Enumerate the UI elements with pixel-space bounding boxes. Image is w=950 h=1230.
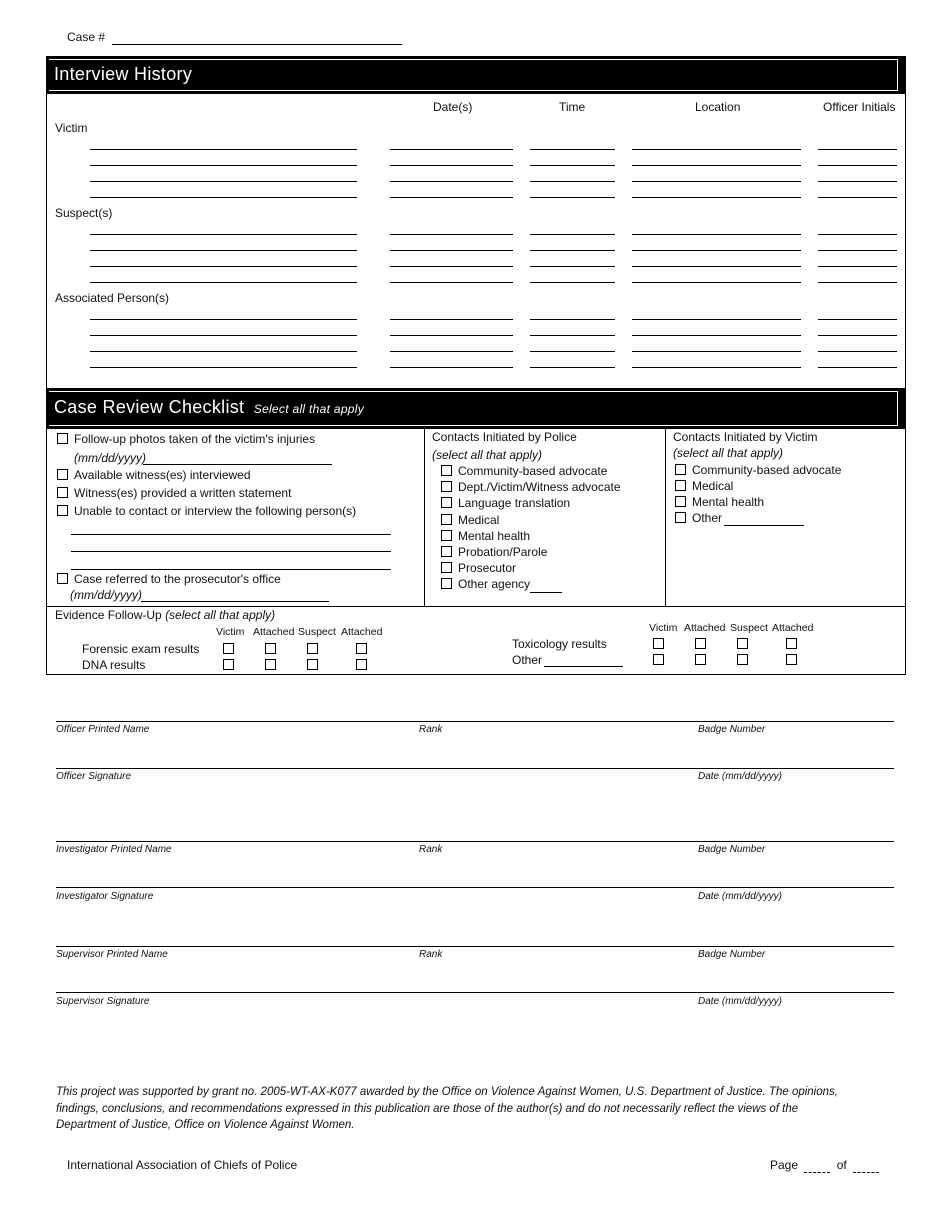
interview-time-field[interactable]: [530, 149, 615, 150]
police-contacts-title: Contacts Initiated by Police: [432, 430, 577, 444]
interview-location-field[interactable]: [632, 197, 801, 198]
interview-time-field[interactable]: [530, 165, 615, 166]
interview-time-field[interactable]: [530, 266, 615, 267]
group-label-associated: Associated Person(s): [55, 291, 170, 305]
evidence-right-checkbox[interactable]: [786, 638, 797, 649]
victim-contact-label: Medical: [692, 479, 734, 493]
interview-name-field[interactable]: [90, 335, 357, 336]
evidence-col-suspect-right: Suspect: [730, 622, 768, 634]
page-total-field[interactable]: [853, 1158, 879, 1173]
investigator-name-label: Investigator Printed Name: [56, 844, 172, 855]
evidence-col-attached-left-1: Attached: [253, 626, 295, 638]
police-contact-label: Language translation: [458, 496, 571, 511]
evidence-col-suspect-left: Suspect: [298, 626, 336, 638]
supervisor-name-label: Supervisor Printed Name: [56, 949, 168, 960]
investigator-badge-label: Badge Number: [698, 844, 766, 855]
officer-badge-label: Badge Number: [698, 724, 766, 735]
evidence-left-checkbox[interactable]: [356, 643, 367, 654]
interview-name-field[interactable]: [90, 319, 357, 320]
police-contact-checkbox[interactable]: [441, 530, 452, 541]
interview-location-field[interactable]: [632, 234, 801, 235]
case-number-field[interactable]: [112, 44, 402, 45]
group-label-victim: Victim: [55, 121, 88, 135]
interview-initials-field[interactable]: [818, 197, 897, 198]
column-header-time: Time: [559, 100, 586, 114]
evidence-col-attached-right-1: Attached: [684, 622, 726, 634]
evidence-right-checkbox[interactable]: [786, 654, 797, 665]
evidence-col-attached-right-2: Attached: [772, 622, 814, 634]
police-contact-checkbox[interactable]: [441, 578, 452, 589]
photos-date-label: (mm/dd/yyyy): [74, 451, 146, 465]
police-contact-checkbox[interactable]: [441, 514, 452, 525]
interview-name-field[interactable]: [90, 234, 357, 235]
interview-date-field[interactable]: [390, 165, 513, 166]
interview-initials-field[interactable]: [818, 282, 897, 283]
police-contact-checkbox[interactable]: [441, 481, 452, 492]
interview-name-field[interactable]: [90, 351, 357, 352]
evidence-subtitle: (select all that apply): [165, 608, 276, 622]
victim-contact-checkbox[interactable]: [675, 496, 686, 507]
victim-contact-checkbox[interactable]: [675, 464, 686, 475]
photos-label: Follow-up photos taken of the victim's injuries: [74, 432, 316, 446]
interview-date-field[interactable]: [390, 181, 513, 182]
interview-history-banner: [46, 56, 906, 94]
evidence-other-label: Other: [512, 653, 543, 667]
supervisor-rank-label: Rank: [419, 949, 443, 960]
victim-contact-label: Mental health: [692, 495, 765, 509]
evidence-right-checkbox[interactable]: [695, 638, 706, 649]
interview-date-field[interactable]: [390, 266, 513, 267]
interview-location-field[interactable]: [632, 351, 801, 352]
evidence-right-checkbox[interactable]: [737, 654, 748, 665]
column-header-location: Location: [695, 100, 741, 114]
interview-name-field[interactable]: [90, 149, 357, 150]
police-contact-label: Other agency: [458, 577, 531, 592]
interview-location-field[interactable]: [632, 367, 801, 368]
interview-date-field[interactable]: [390, 250, 513, 251]
evidence-col-attached-left-2: Attached: [341, 626, 383, 638]
evidence-col-victim-right: Victim: [649, 622, 678, 634]
photos-checkbox[interactable]: [57, 433, 68, 444]
witnesses-label: Available witness(es) interviewed: [74, 468, 251, 482]
unable-person-line-3[interactable]: [71, 569, 391, 570]
interview-initials-field[interactable]: [818, 149, 897, 150]
interview-initials-field[interactable]: [818, 250, 897, 251]
supervisor-date-label: Date (mm/dd/yyyy): [698, 996, 782, 1007]
unable-person-line-2[interactable]: [71, 551, 391, 552]
interview-date-field[interactable]: [390, 335, 513, 336]
interview-time-field[interactable]: [530, 335, 615, 336]
interview-initials-field[interactable]: [818, 335, 897, 336]
grant-disclaimer: This project was supported by grant no. 2005-WT-AX-K077 awarded by the Office on Violence Against Women, U.S. Department of Justice. The opinions, findings, conclusions, and recommendations expressed in this publication are those of the author(s) and do not necessarily reflect the views of the Department of Justice, Office on Violence Against Women.: [56, 1086, 838, 1131]
interview-location-field[interactable]: [632, 282, 801, 283]
victim-contact-checkbox[interactable]: [675, 512, 686, 523]
checklist-subtitle: Select all that apply: [253, 402, 365, 416]
evidence-right-checkbox[interactable]: [695, 654, 706, 665]
interview-location-field[interactable]: [632, 335, 801, 336]
column-header-dates: Date(s): [433, 100, 473, 114]
organization-name: International Association of Chiefs of Police: [67, 1158, 298, 1172]
interview-date-field[interactable]: [390, 149, 513, 150]
evidence-other-field[interactable]: [544, 666, 623, 667]
dna-results-label: DNA results: [82, 658, 146, 672]
evidence-left-checkbox[interactable]: [265, 659, 276, 670]
evidence-right-checkbox[interactable]: [653, 654, 664, 665]
page-current-field[interactable]: [804, 1158, 830, 1173]
victim-contact-label: Community-based advocate: [692, 463, 842, 477]
interview-time-field[interactable]: [530, 351, 615, 352]
evidence-left-checkbox[interactable]: [307, 659, 318, 670]
victim-contacts-subtitle: (select all that apply): [673, 446, 784, 460]
supervisor-signature-label: Supervisor Signature: [56, 996, 150, 1007]
officer-signature-label: Officer Signature: [56, 771, 132, 782]
unable-person-line-1[interactable]: [71, 534, 391, 535]
interview-location-field[interactable]: [632, 181, 801, 182]
interview-initials-field[interactable]: [818, 165, 897, 166]
other-agency-field[interactable]: [530, 592, 562, 593]
victim-contact-checkbox[interactable]: [675, 480, 686, 491]
interview-initials-field[interactable]: [818, 181, 897, 182]
interview-location-field[interactable]: [632, 319, 801, 320]
interview-name-field[interactable]: [90, 266, 357, 267]
interview-date-field[interactable]: [390, 351, 513, 352]
police-contact-label: Prosecutor: [458, 561, 517, 576]
interview-name-field[interactable]: [90, 250, 357, 251]
interview-initials-field[interactable]: [818, 266, 897, 267]
of-label: of: [836, 1158, 847, 1172]
evidence-right-checkbox[interactable]: [737, 638, 748, 649]
interview-date-field[interactable]: [390, 319, 513, 320]
interview-location-field[interactable]: [632, 165, 801, 166]
photos-date-field[interactable]: [143, 464, 332, 465]
interview-initials-field[interactable]: [818, 319, 897, 320]
interview-name-field[interactable]: [90, 197, 357, 198]
evidence-title: Evidence Follow-Up: [55, 608, 162, 622]
interview-initials-field[interactable]: [818, 367, 897, 368]
checklist-title: Case Review Checklist: [54, 397, 245, 417]
officer-name-label: Officer Printed Name: [56, 724, 150, 735]
case-number-label: Case #: [67, 30, 106, 44]
interview-time-field[interactable]: [530, 319, 615, 320]
written-statement-checkbox[interactable]: [57, 487, 68, 498]
prosecutor-referral-date-label: (mm/dd/yyyy): [70, 588, 142, 602]
victim-contact-label: Other: [692, 511, 723, 525]
evidence-left-checkbox[interactable]: [307, 643, 318, 654]
prosecutor-referral-date-field[interactable]: [141, 601, 329, 602]
toxicology-label: Toxicology results: [512, 637, 607, 651]
police-contact-label: Mental health: [458, 528, 531, 543]
checklist-banner: [46, 388, 906, 429]
investigator-signature-label: Investigator Signature: [56, 891, 154, 902]
police-contact-label: Probation/Parole: [458, 545, 548, 559]
interview-history-title: Interview History: [54, 64, 193, 84]
interview-name-field[interactable]: [90, 367, 357, 368]
evidence-left-checkbox[interactable]: [356, 659, 367, 670]
interview-location-field[interactable]: [632, 149, 801, 150]
victim-other-field[interactable]: [724, 525, 804, 526]
evidence-left-checkbox[interactable]: [265, 643, 276, 654]
interview-time-field[interactable]: [530, 367, 615, 368]
interview-time-field[interactable]: [530, 282, 615, 283]
interview-initials-field[interactable]: [818, 351, 897, 352]
checklist-frame: [46, 428, 906, 675]
police-contacts-subtitle: (select all that apply): [432, 448, 543, 462]
interview-date-field[interactable]: [390, 367, 513, 368]
evidence-right-checkbox[interactable]: [653, 638, 664, 649]
police-contact-label: Medical: [458, 512, 500, 527]
police-contact-label: Dept./Victim/Witness advocate: [458, 480, 621, 495]
evidence-col-victim-left: Victim: [216, 626, 245, 638]
officer-rank-label: Rank: [419, 724, 443, 735]
written-statement-label: Witness(es) provided a written statement: [74, 486, 292, 500]
police-contact-checkbox[interactable]: [441, 562, 452, 573]
interview-initials-field[interactable]: [818, 234, 897, 235]
interview-name-field[interactable]: [90, 282, 357, 283]
police-contact-checkbox[interactable]: [441, 546, 452, 557]
forensic-exam-label: Forensic exam results: [82, 642, 200, 656]
evidence-left-checkbox[interactable]: [223, 659, 234, 670]
interview-time-field[interactable]: [530, 197, 615, 198]
supervisor-badge-label: Badge Number: [698, 949, 766, 960]
police-contact-label: Community-based advocate: [458, 464, 608, 478]
police-contact-checkbox[interactable]: [441, 497, 452, 508]
interview-time-field[interactable]: [530, 234, 615, 235]
interview-location-field[interactable]: [632, 250, 801, 251]
unable-contact-checkbox[interactable]: [57, 505, 68, 516]
page-label: Page: [770, 1158, 799, 1172]
officer-date-label: Date (mm/dd/yyyy): [698, 771, 782, 782]
interview-name-field[interactable]: [90, 165, 357, 166]
interview-time-field[interactable]: [530, 181, 615, 182]
investigator-rank-label: Rank: [419, 844, 443, 855]
interview-date-field[interactable]: [390, 197, 513, 198]
witnesses-checkbox[interactable]: [57, 469, 68, 480]
column-header-officer-initials: Officer Initials: [823, 100, 896, 114]
police-contact-checkbox[interactable]: [441, 465, 452, 476]
group-label-suspects: Suspect(s): [55, 206, 113, 220]
victim-contacts-title: Contacts Initiated by Victim: [673, 430, 818, 444]
unable-contact-label: Unable to contact or interview the following person(s): [74, 504, 357, 518]
page-number: [770, 1158, 879, 1173]
interview-location-field[interactable]: [632, 266, 801, 267]
interview-history-table: [46, 93, 906, 391]
evidence-left-checkbox[interactable]: [223, 643, 234, 654]
prosecutor-referral-label: Case referred to the prosecutor's office: [74, 572, 281, 586]
interview-name-field[interactable]: [90, 181, 357, 182]
interview-date-field[interactable]: [390, 234, 513, 235]
investigator-date-label: Date (mm/dd/yyyy): [698, 891, 782, 902]
prosecutor-referral-checkbox[interactable]: [57, 573, 68, 584]
interview-date-field[interactable]: [390, 282, 513, 283]
interview-time-field[interactable]: [530, 250, 615, 251]
